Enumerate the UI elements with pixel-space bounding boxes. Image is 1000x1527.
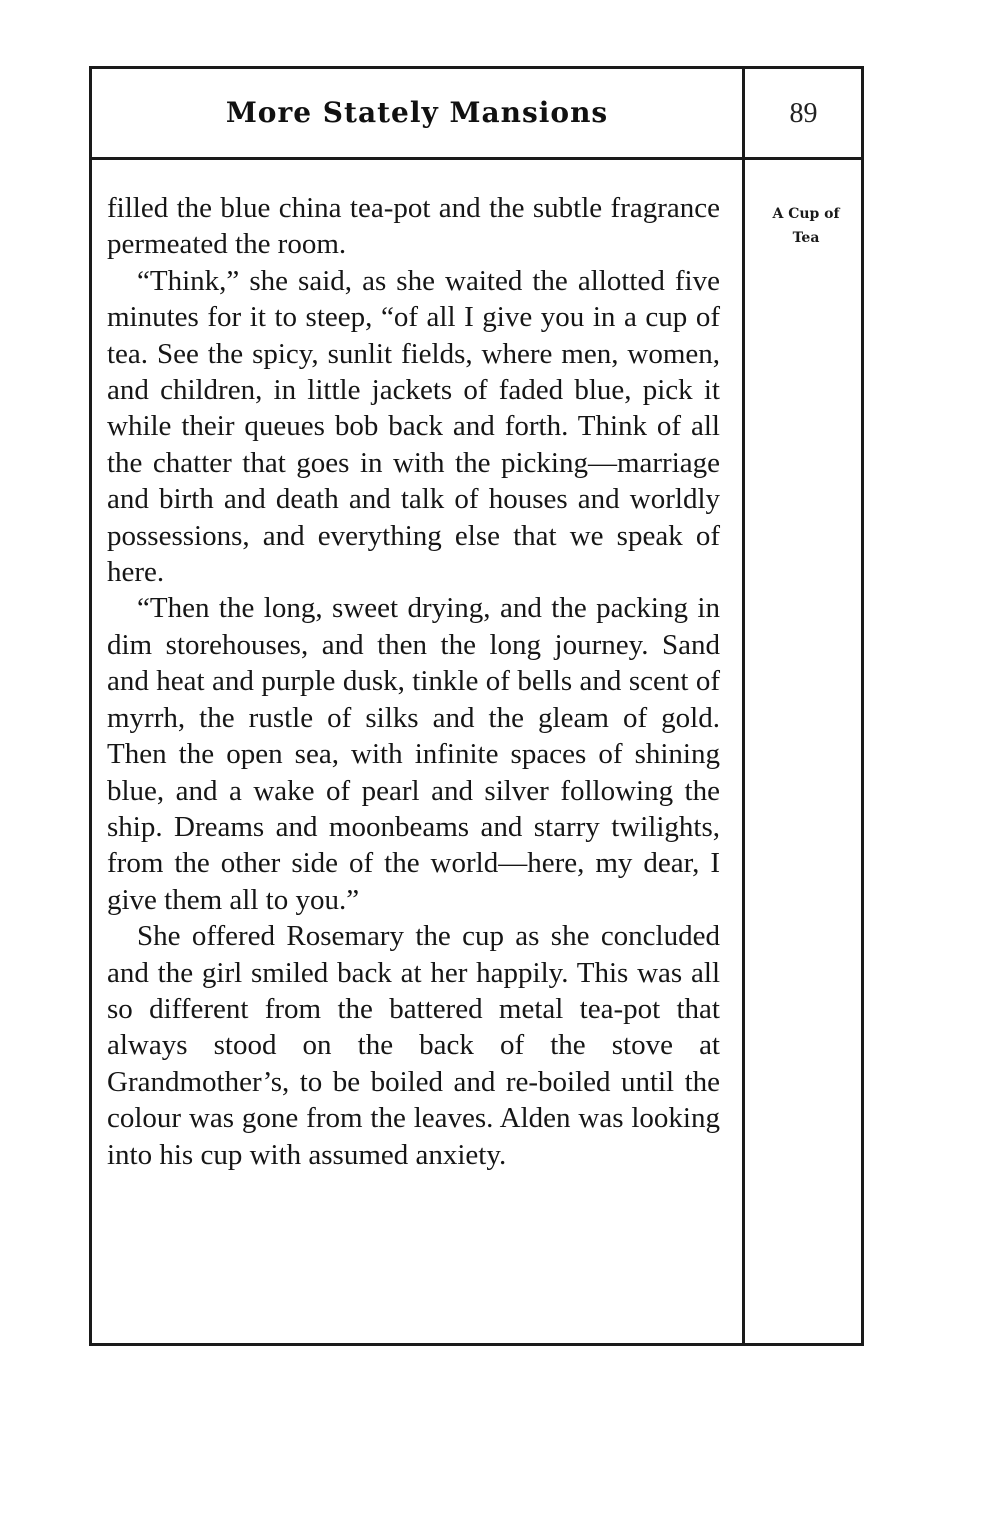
running-title: More Stately Mansions — [225, 96, 609, 129]
paragraph: She offered Rosemary the cup as she concluded and the girl smiled back at her happily. This was all so different from the battered metal tea-pot that always stood on the back of the stove at Grandmother’s, to be boiled and re-boiled until the colour was gone from the leaves. Alden was looking into his cup with assumed anxiety. — [107, 920, 720, 1171]
paragraph: “Then the long, sweet drying, and the packing in dim storehouses, and then the long journey. Sand and heat and purple dusk, tinkle of bells and scent of myrrh, the rustle of silks and the gleam of gold. Then the open sea, with infinite spaces of shining blue, and a wake of pearl and silver following the ship. Dreams and moonbeams and starry twilights, from the other side of the world—here, my dear, I give them all to you.” — [107, 592, 720, 916]
marginal-note-line-2: Tea — [792, 230, 820, 246]
paragraph-continued: filled the blue china tea-pot and the subtle fragrance permeated the room. — [107, 192, 720, 261]
paragraph: “Think,” she said, as she waited the allotted five minutes for it to steep, “of all I give you in a cup of tea. See the spicy, sunlit fields, where men, women, and children, in little jackets of faded blue, pick it while their queues bob back and forth. Think of all the chatter that goes in with the picking—marriage and birth and death and talk of houses and worldly possessions, and everything else that we speak of here. — [107, 264, 720, 589]
page-number: 89 — [789, 98, 818, 129]
body-text — [107, 190, 720, 1173]
margin-column-divider — [742, 68, 745, 1344]
marginal-note-line-1: A Cup of — [772, 206, 840, 222]
marginal-note — [756, 202, 856, 250]
header-divider — [91, 157, 864, 160]
